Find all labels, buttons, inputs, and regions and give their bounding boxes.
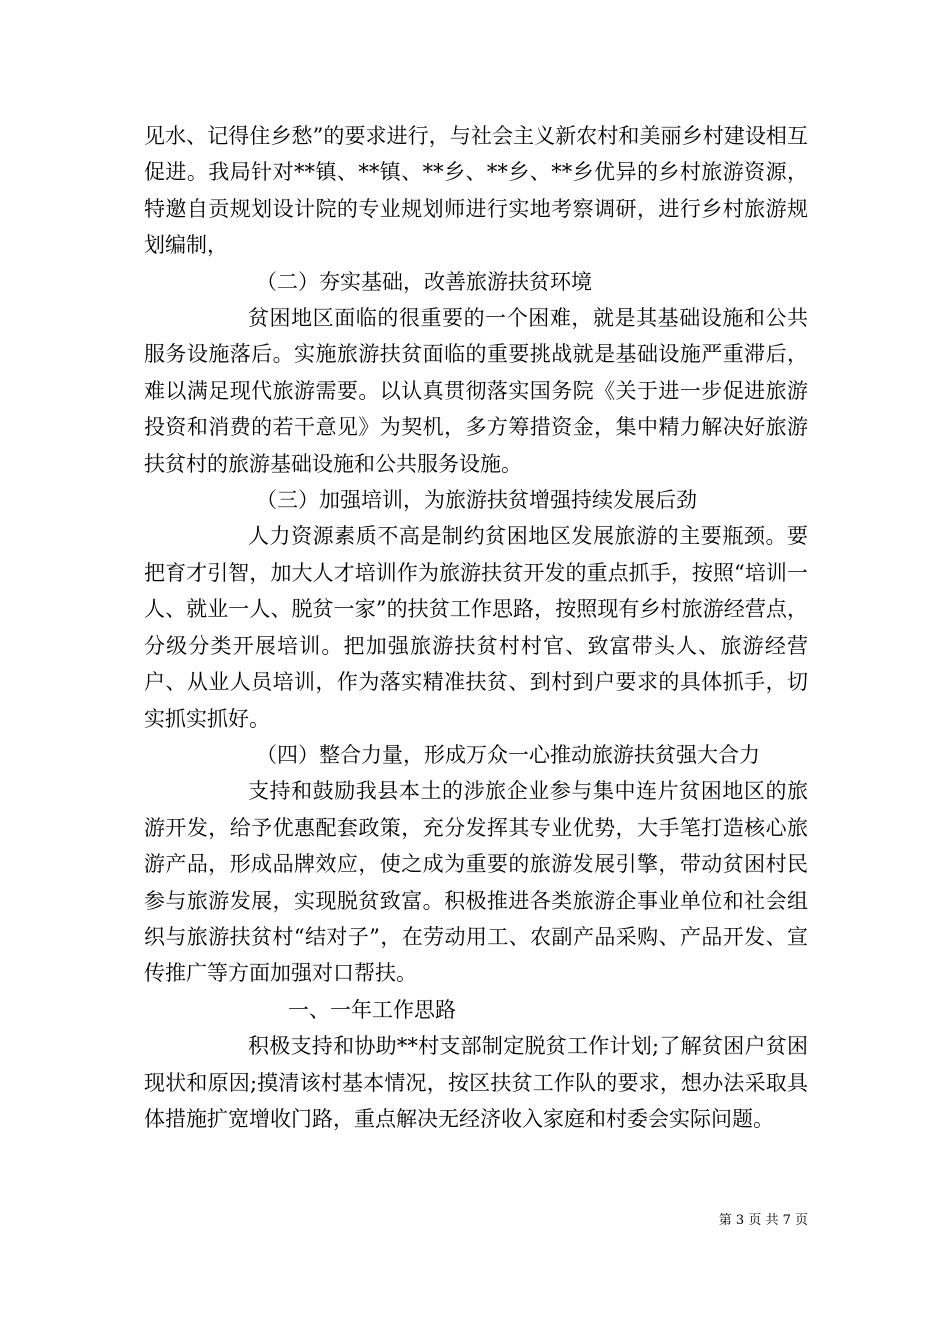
paragraph-training: 人力资源素质不高是制约贫困地区发展旅游的主要瓶颈。要把育才引智，加大人才培训作为旅游扶贫开发的重点抓手，按照“培训一人、就业一人、脱贫一家”的扶贫工作思路，按照现有乡村旅游经营点，分级分类开展培训。把加强旅游扶贫村村官、致富带头人、旅游经营户、从业人员培训，作为落实精准扶贫、到村到户要求的具体抓手，切实抓实抓好。: [144, 524, 808, 731]
page-number-footer: 第 3 页 共 7 页: [718, 1213, 808, 1228]
paragraph-integration: 支持和鼓励我县本土的涉旅企业参与集中连片贫困地区的旅游开发，给予优惠配套政策，充分发挥其专业优势，大手笔打造核心旅游产品，形成品牌效应，使之成为重要的旅游发展引擎，带动贫困村民参与旅游发展，实现脱贫致富。积极推进各类旅游企事业单位和社会组织与旅游扶贫村“结对子”，在劳动用工、农副产品采购、产品开发、宣传推广等方面加强对口帮扶。: [144, 779, 808, 986]
document-body: [144, 118, 808, 1137]
section-heading-work-plan: 一、一年工作思路: [288, 997, 456, 1022]
section-heading-3: （三）加强培训，为旅游扶贫增强持续发展后劲: [256, 488, 697, 513]
section-heading-2: （二）夯实基础，改善旅游扶贫环境: [256, 269, 592, 294]
paragraph-infrastructure: 贫困地区面临的很重要的一个困难，就是其基础设施和公共服务设施落后。实施旅游扶贫面临的重要挑战就是基础设施严重滞后，难以满足现代旅游需要。以认真贯彻落实国务院《关于进一步促进旅游投资和消费的若干意见》为契机，多方筹措资金，集中精力解决好旅游扶贫村的旅游基础设施和公共服务设施。: [144, 306, 808, 476]
paragraph-work-plan: 积极支持和协助**村支部制定脱贫工作计划;了解贫困户贫困现状和原因;摸清该村基本情况，按区扶贫工作队的要求，想办法采取具体措施扩宽增收门路，重点解决无经济收入家庭和村委会实际问题。: [144, 1034, 808, 1131]
paragraph-continued: 见水、记得住乡愁”的要求进行，与社会主义新农村和美丽乡村建设相互促进。我局针对**镇、**镇、**乡、**乡、**乡优异的乡村旅游资源，特邀自贡规划设计院的专业规划师进行实地考察调研，进行乡村旅游规划编制，: [144, 124, 808, 258]
section-heading-4: （四）整合力量，形成万众一心推动旅游扶贫强大合力: [256, 742, 760, 767]
